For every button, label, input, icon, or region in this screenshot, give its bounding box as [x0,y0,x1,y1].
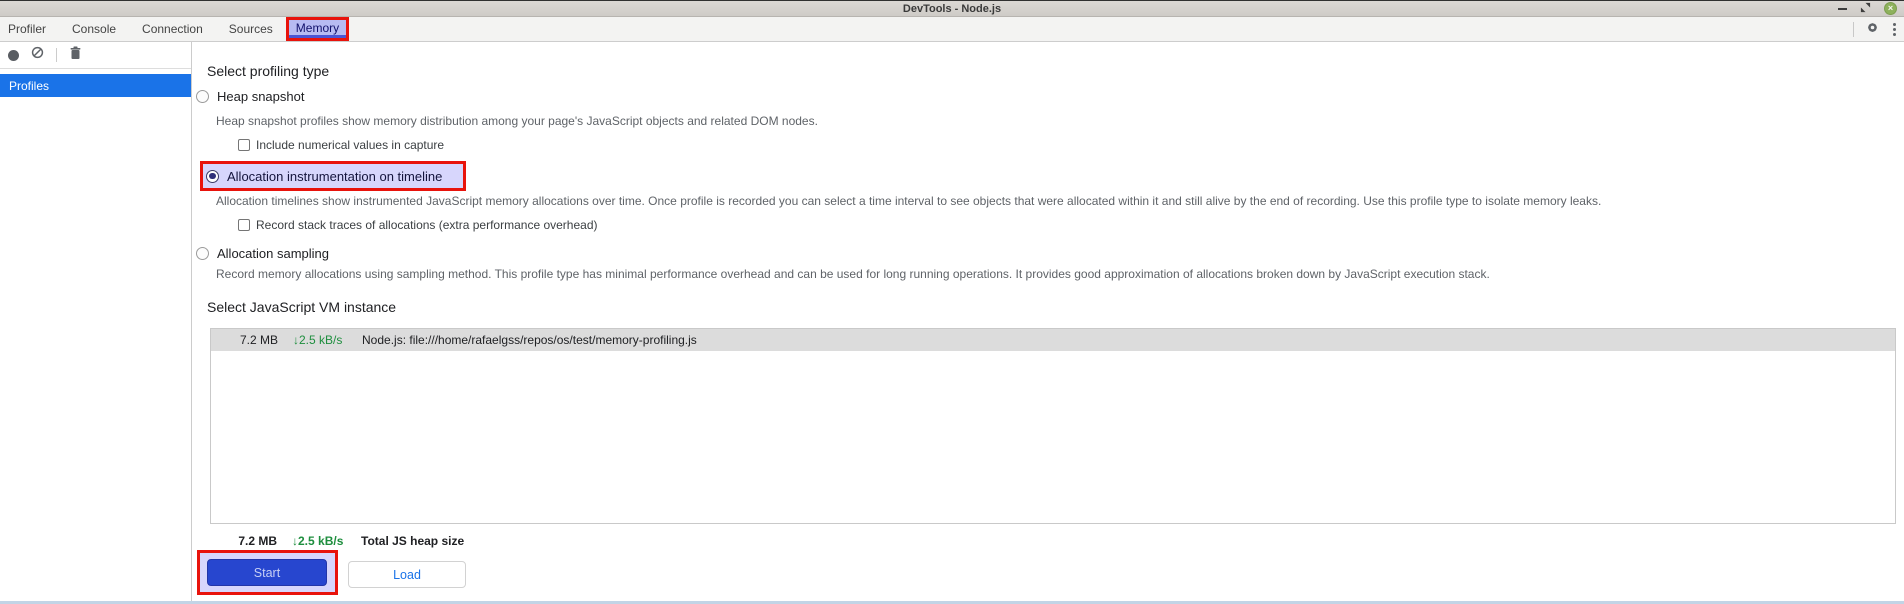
radio-label: Allocation instrumentation on timeline [227,168,443,184]
maximize-button[interactable] [1860,2,1871,16]
heap-snapshot-description: Heap snapshot profiles show memory distribution among your page's JavaScript objects and related DOM nodes. [216,114,818,128]
vm-instance-table [210,328,1896,524]
radio-option-allocation-timeline[interactable] [206,169,442,184]
close-button[interactable] [1884,2,1897,15]
more-options-button[interactable] [1891,21,1898,38]
sidebar-item-profiles[interactable] [0,74,191,97]
rate-value: ↓2.5 kB/s [292,534,344,548]
window-titlebar [0,1,1904,17]
devtools-tabbar [0,17,1904,42]
memory-panel [193,42,1904,604]
heap-size-value: 7.2 MB [238,534,277,548]
checkbox-label: Record stack traces of allocations (extra performance overhead) [256,218,598,232]
tab-connection[interactable]: Connection [142,22,203,36]
tab-profiler[interactable]: Profiler [8,22,47,36]
clear-icon [31,46,44,59]
delete-profile-button[interactable] [69,46,82,65]
checkbox-record-stack-traces[interactable] [238,218,598,232]
heap-status [210,534,464,548]
sidebar-item-label: Profiles [9,78,50,93]
checkbox-label: Include numerical values in capture [256,138,445,152]
vm-instance-heading: Select JavaScript VM instance [207,299,397,315]
radio-label: Heap snapshot [217,89,305,104]
start-button[interactable]: Start [207,559,327,586]
record-button[interactable] [8,50,19,61]
close-icon: × [1887,3,1894,13]
radio-icon [196,247,209,260]
allocation-rate-cell: ↓2.5 kB/s [293,333,343,347]
window-title: DevTools - Node.js [902,2,1002,15]
allocation-sampling-description: Record memory allocations using sampling method. This profile type has minimal performance overhead and can be used for long running operations. It provides good approximation of allocations broken down by JavaScript execution stack. [216,267,1490,281]
clear-button[interactable] [31,46,44,64]
profiler-toolbar [0,42,191,69]
kebab-icon [1893,23,1896,26]
minimize-icon [1838,8,1847,10]
window-controls [1838,1,1897,16]
minimize-button[interactable] [1838,8,1847,10]
radio-icon [196,90,209,103]
radio-label: Allocation sampling [217,246,330,261]
radio-checked-icon [206,170,219,183]
checkbox-icon [238,219,250,231]
annotation-highlight-allocation-timeline [200,161,466,191]
tab-sources[interactable]: Sources [228,22,273,36]
tabbar-right-controls [1853,17,1898,41]
radio-option-heap-snapshot[interactable] [196,89,304,104]
tab-console[interactable]: Console [72,22,117,36]
tab-memory[interactable]: Memory [286,17,349,41]
annotation-highlight-start [197,550,338,595]
allocation-timeline-description: Allocation timelines show instrumented JavaScript memory allocations over time. Once profile is recorded you can select a time interval to see objects that were allocated within it and still alive by the end of recording. Use this profile type to isolate memory leaks. [216,194,1602,208]
checkbox-icon [238,139,250,151]
load-button[interactable]: Load [348,561,466,588]
tabbar-separator [1853,22,1854,37]
vm-instance-row[interactable] [211,329,1895,351]
radio-option-allocation-sampling[interactable] [196,246,329,261]
profiles-sidebar [0,42,192,604]
trash-icon [69,46,82,60]
settings-button[interactable] [1865,20,1880,38]
status-label: Total JS heap size [361,534,465,548]
toolbar-separator [56,48,57,62]
heap-size-cell: 7.2 MB [239,333,278,347]
profiling-type-heading: Select profiling type [207,63,330,79]
record-icon [8,50,19,61]
gear-icon [1865,20,1880,35]
checkbox-include-numerical-values[interactable] [238,138,444,152]
restore-icon [1860,2,1871,13]
vm-name-cell: Node.js: file:///home/rafaelgss/repos/os/test/memory-profiling.js [362,333,697,347]
